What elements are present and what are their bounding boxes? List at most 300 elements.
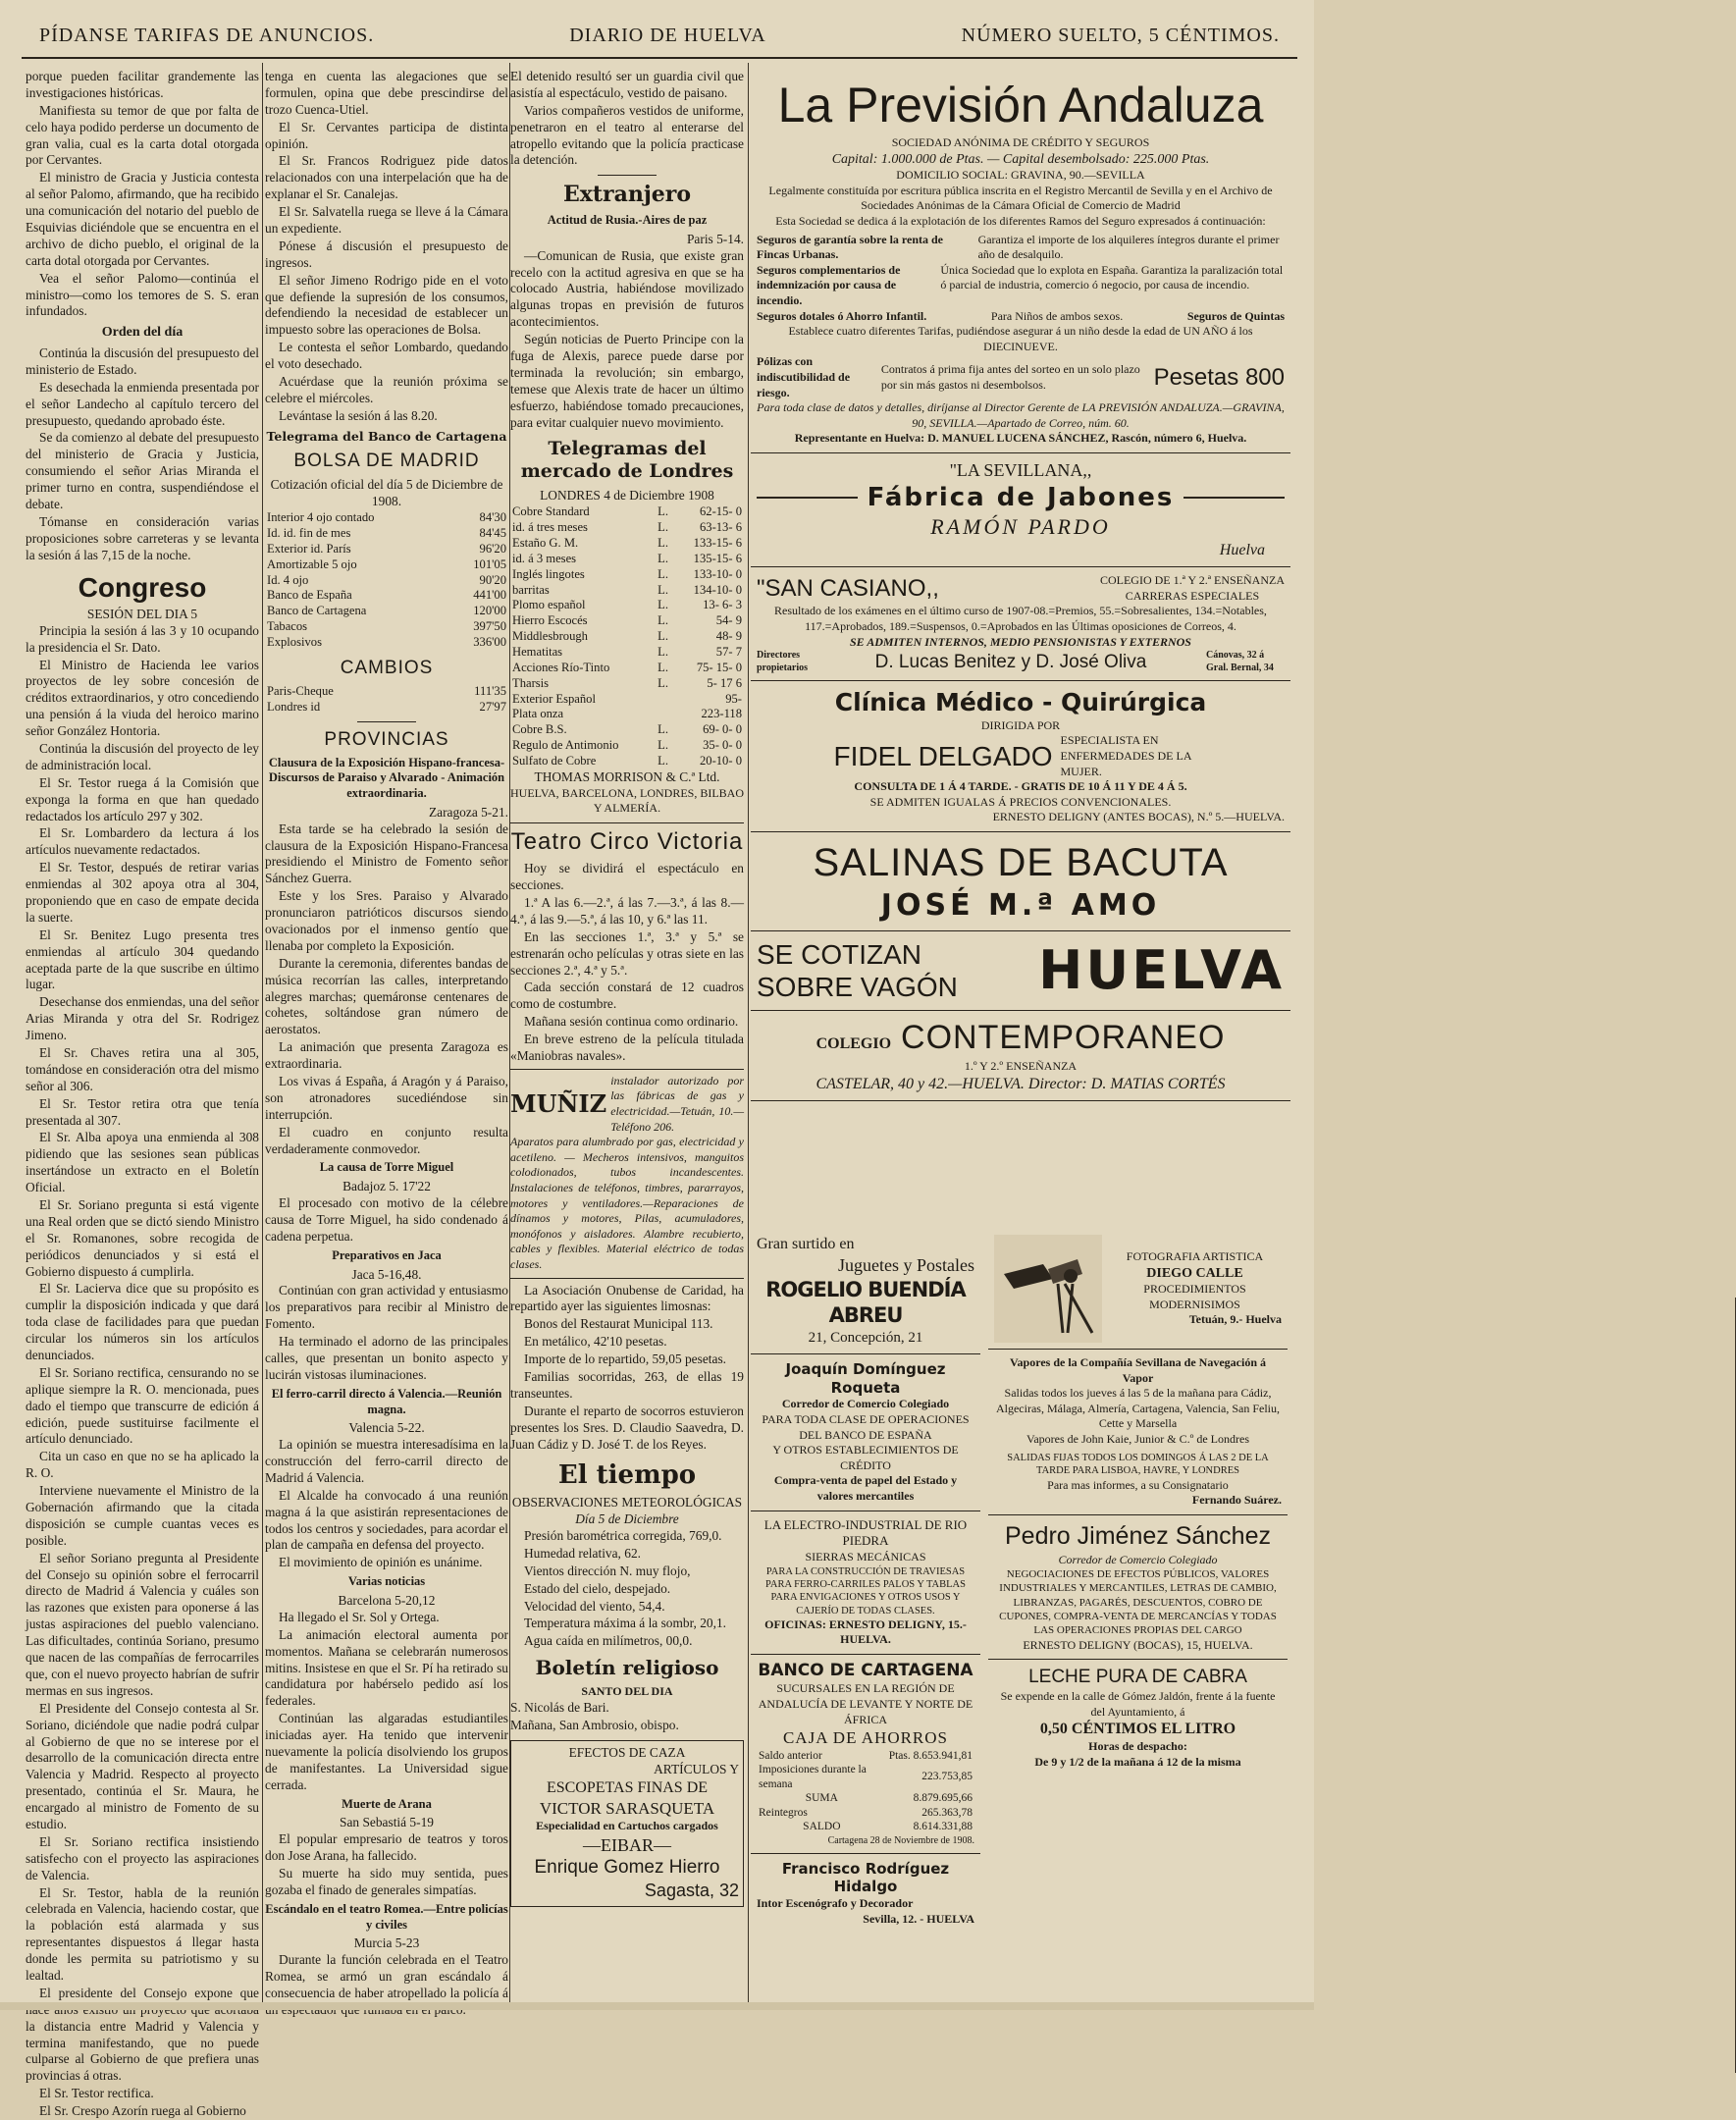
paragraph: porque pueden facilitar grandemente las investigaciones históricas. bbox=[26, 69, 259, 100]
casiano-title: "SAN CASIANO,, bbox=[757, 574, 939, 602]
paragraph: El movimiento de opinión es unánime. bbox=[279, 1555, 483, 1570]
fabrica-line bbox=[757, 482, 1285, 514]
caza-line: Enrique Gomez Hierro bbox=[534, 1857, 720, 1879]
table-row bbox=[757, 1749, 974, 1763]
piedra-title: LA ELECTRO-INDUSTRIAL DE RIO PIEDRA bbox=[763, 1516, 968, 1549]
dateline: Jaca 5-16,48. bbox=[351, 1266, 422, 1282]
column-2 bbox=[265, 69, 508, 2002]
congreso-heading: Congreso bbox=[78, 571, 207, 603]
table-cell: 101'05 bbox=[473, 556, 506, 571]
insurance-row bbox=[757, 263, 1285, 309]
weather-line: Agua caída en milímetros, 00,0. bbox=[524, 1633, 693, 1649]
divider bbox=[357, 721, 416, 722]
table-cell: L. bbox=[658, 629, 669, 644]
paragraph: 1.ª A las 6.—2.ª, á las 7.—3.ª, á las 8.—4.ª, á las 9.—5.ª, á las 10, y 6.ª las 11. bbox=[510, 894, 744, 927]
table-cell: Plomo español bbox=[512, 598, 586, 612]
insurance-name: Seguros de Quintas bbox=[1186, 308, 1285, 323]
pardo-city: Huelva bbox=[1219, 542, 1265, 559]
roqueta-ad bbox=[751, 1354, 980, 1511]
paragraph: Se da comienzo al debate del presupuesto del ministerio de Gracia y Justicia, consumiendo el señor Arias Miranda el primer turno en contra, suspendiéndose el debate. bbox=[26, 430, 259, 511]
table-row bbox=[510, 661, 744, 676]
insurance-desc: Establece cuatro diferentes Tarifas, pudiéndose asegurar á un niño desde la edad de UN AÑO á los DIECINUEVE. bbox=[788, 324, 1253, 353]
cartagena-caja: CAJA DE AHORROS bbox=[782, 1728, 949, 1748]
table-cell: Tabacos bbox=[267, 619, 308, 634]
dateline: LONDRES 4 de Diciembre 1908 bbox=[540, 488, 714, 504]
table-cell: 62-15- 0 bbox=[699, 504, 742, 519]
paras-top bbox=[26, 69, 259, 320]
paragraph: El presidente del Consejo expone que la distancia entre Madrid y Valencia y termina manifestando, que no puede culparse al Gobierno de que prefiera unas provincias á otras. bbox=[26, 1985, 259, 2084]
table-cell: L. bbox=[658, 645, 669, 659]
table-cell: Sulfato de Cobre bbox=[512, 754, 597, 768]
paragraph: Bonos del Restaurat Municipal 113. bbox=[524, 1316, 713, 1332]
paragraph: Durante el reparto de socorros estuvieron presentes los Sres. D. Claudio Saavedra, D. Juan Cádiz y D. José T. de los Reyes. bbox=[510, 1403, 744, 1452]
paragraph: Desechanse dos enmiendas, una del señor Arias Miranda y otra del Sr. Rodrigez Jimeno. bbox=[26, 994, 259, 1043]
table-row bbox=[757, 1806, 974, 1820]
paragraph: El señor Jimeno Rodrigo pide en el voto que defiende la supresión de los consumos, defendiendo la necesidad de establecer un impuesto sobre las operaciones de Bolsa. bbox=[265, 272, 508, 338]
weather-line: Estado del cielo, despejado. bbox=[524, 1580, 671, 1596]
paragraph: La Asociación Onubense de Caridad, ha repartido ayer las siguientes limosnas: bbox=[510, 1282, 744, 1314]
paragraph: Los vivas á España, á Aragón y á Paraiso, son atronadores sucediéndose sin interrupción. bbox=[265, 1074, 508, 1122]
table-cell bbox=[656, 707, 675, 722]
cartagena-branches: SUCURSALES EN LA REGIÓN DE ANDALUCÍA DE LEVANTE Y NORTE DE ÁFRICA bbox=[758, 1681, 973, 1726]
caza-line: EFECTOS DE CAZA bbox=[568, 1744, 686, 1760]
tiempo-heading: El tiempo bbox=[557, 1459, 697, 1490]
table-cell: Ptas. 8.653.941,81 bbox=[888, 1749, 973, 1762]
table-cell: Explosivos bbox=[267, 635, 322, 650]
paragraph: En breve estreno de la película titulada «Maniobras navales». bbox=[510, 1032, 744, 1063]
cambios-heading: CAMBIOS bbox=[340, 657, 434, 678]
pjs-body: NEGOCIACIONES DE EFECTOS PÚBLICOS, VALORES INDUSTRIALES Y MERCANTILES, LETRAS DE CAMBIO, LIBRANZAS, PAGARÉS, DESCUENTOS, COBRO DE CUPONES, COMPRA-VENTA DE MERCANCÍAS Y TODAS LAS OPERACIONES PROPIAS DEL CARGO bbox=[999, 1568, 1277, 1637]
masthead-center: DIARIO DE HUELVA bbox=[569, 24, 766, 46]
paragraph: El Sr. Soriano pregunta si está vigente una Real orden que se dictó siendo Ministro el Sr. Romanones, sobre recogida de periódicos denunciados y si está el Gobierno dispuesto á cumplirla. bbox=[26, 1197, 259, 1279]
paragraph: Vea el señor Palomo—continúa el ministro—como los temores de S. S. eran infundados. bbox=[26, 270, 259, 319]
pjs-ad bbox=[988, 1515, 1288, 1660]
table-cell: 336'00 bbox=[473, 635, 506, 650]
paragraph: Durante la ceremonia, diferentes bandas de música recorrían las calles, interpretando alegres marchas; quemáronse centenares de cohetes, soltándose gran número de aerostatos. bbox=[265, 955, 508, 1037]
cartagena-title: BANCO DE CARTAGENA bbox=[758, 1661, 973, 1680]
masthead-left: PÍDANSE TARIFAS DE ANUNCIOS. bbox=[39, 24, 375, 46]
contemporaneo-ad bbox=[751, 1011, 1290, 1101]
table-cell: L. bbox=[658, 504, 669, 519]
table-row bbox=[510, 567, 744, 583]
table-cell: 63-13- 6 bbox=[699, 520, 742, 535]
buendia-line: Juguetes y Postales bbox=[838, 1255, 974, 1276]
paragraph: Continúan con gran actividad y entusiasmo los preparativos para recibir al Ministro de Fomento. bbox=[265, 1283, 508, 1332]
sevillana-ad bbox=[751, 453, 1290, 567]
paragraph: El Sr. Testor, habla de la reunión celebrada en Valencia, haciendo costar, que la población está alarmada y sus representantes dispuestos á llegar hasta donde les permita su patriotismo y su lealtad. bbox=[26, 1884, 259, 1983]
hidalgo-sub: Intor Escenógrafo y Decorador bbox=[757, 1896, 914, 1911]
prevision-capital: Capital: 1.000.000 de Ptas. — Capital desembolsado: 225.000 Ptas. bbox=[831, 151, 1210, 167]
casiano-dir-names: D. Lucas Benitez y D. José Oliva bbox=[874, 651, 1147, 672]
paragraph: Familias socorridas, 263, de ellas 19 transeuntes. bbox=[510, 1369, 744, 1401]
table-cell: 84'30 bbox=[479, 510, 506, 525]
paragraph: tenga en cuenta las alegaciones que se formulen, opina que debe prescindirse del trozo Cuenca-Utiel. bbox=[265, 69, 508, 117]
pjs-address: ERNESTO DELIGNY (BOCAS), 15, HUELVA. bbox=[1023, 1637, 1253, 1652]
paragraph: El Ministro de Hacienda lee varios proyectos de ley sobre concesión de créditos extraordinarios, y otro concediendo una pensión á la viuda del heroico marino señor González Hontoria. bbox=[26, 657, 259, 739]
hidalgo-address: Sevilla, 12. - HUELVA bbox=[863, 1911, 974, 1926]
contemporaneo-sub: 1.º Y 2.º ENSEÑANZA bbox=[964, 1059, 1078, 1074]
paragraph: Esta tarde se ha celebrado la sesión de clausura de la Exposición Hispano-Francesa presidiendo el Ministro de Fomento señor Sánchez Guerra. bbox=[265, 821, 508, 886]
casiano-carreras: CARRERAS ESPECIALES bbox=[1125, 588, 1260, 603]
table-cell: 90'20 bbox=[479, 572, 506, 587]
caza-line: ARTÍCULOS Y bbox=[654, 1761, 739, 1776]
telegrama-heading: Telegrama del Banco de Cartagena bbox=[266, 428, 507, 444]
paragraph: El Sr. Salvatella ruega se lleve á la Cámara un expediente. bbox=[265, 204, 508, 237]
caza-line: VICTOR SARASQUETA bbox=[539, 1798, 715, 1818]
table-row bbox=[510, 536, 744, 552]
insurance-desc: Única Sociedad que lo explota en España. Garantiza la paralización total ó parcial de industria, comercio ó negocio, por causa de incendio. bbox=[940, 262, 1284, 292]
table-cell: L. bbox=[658, 551, 669, 565]
vapores-body: Salidas todos los jueves á las 5 de la mañana para Cádiz, Algeciras, Málaga, Almería, Cartagena, Valencia, San Feliu, Cette y Marsella bbox=[995, 1386, 1280, 1431]
paragraph: Acuérdase que la reunión próxima se celebre el miércoles. bbox=[265, 374, 508, 405]
prevision-representative: Representante en Huelva: D. MANUEL LUCENA SÁNCHEZ, Rascón, número 6, Huelva. bbox=[794, 431, 1247, 446]
table-cell: L. bbox=[658, 613, 669, 628]
section-heading: Orden del día bbox=[101, 325, 184, 341]
column-1 bbox=[26, 69, 259, 2119]
piedra-body: PARA LA CONSTRUCCIÓN DE TRAVIESAS PARA FERRO-CARRILES PALOS Y TABLAS PARA ENVIGACIONES Y OTROS USOS Y CAJERÍO DE TODAS CLASES. bbox=[765, 1565, 966, 1616]
table-cell: L. bbox=[658, 754, 669, 768]
table-cell: 35- 0- 0 bbox=[703, 738, 742, 753]
table-row bbox=[510, 707, 744, 722]
table-row bbox=[510, 598, 744, 613]
buendia-line: Gran surtido en bbox=[757, 1236, 855, 1252]
dateline: Paris 5-14. bbox=[686, 231, 744, 246]
table-cell: L. bbox=[658, 566, 669, 581]
cotizan-text bbox=[757, 938, 958, 1004]
table-cell: Reintegros bbox=[759, 1806, 808, 1819]
table-cell: 5- 17 6 bbox=[707, 675, 742, 690]
clinica-address: ERNESTO DELIGNY (ANTES BOCAS), N.º 5.—HUELVA. bbox=[992, 810, 1285, 824]
insurance-price: Pesetas 800 bbox=[1153, 364, 1285, 392]
table-cell: 441'00 bbox=[473, 588, 506, 603]
paragraph: Este y los Sres. Paraiso y Alvarado pronunciaron patrióticos discursos siendo ovacionados por el inmenso gentío que llenaba por completo la Exposición. bbox=[265, 888, 508, 953]
paragraph: La animación que presenta Zaragoza es extraordinaria. bbox=[265, 1039, 508, 1072]
paragraph: El Sr. Francos Rodriguez pide datos relacionados con una interpelación que ha de explanar el Sr. Canalejas. bbox=[265, 153, 508, 202]
table-cell: 8.614.331,88 bbox=[913, 1821, 973, 1833]
table-cell: 13- 6- 3 bbox=[703, 598, 742, 612]
table-cell: Saldo anterior bbox=[759, 1749, 822, 1762]
dateline: Badajoz 5. 17'22 bbox=[342, 1179, 431, 1194]
bolsa-heading: BOLSA DE MADRID bbox=[293, 450, 480, 472]
news-headline: La causa de Torre Miguel bbox=[319, 1160, 454, 1175]
paragraph: El popular empresario de teatros y toros don Jose Arana, ha fallecido. bbox=[265, 1831, 508, 1864]
table-cell: Paris-Cheque bbox=[267, 683, 334, 698]
table-cell: Interior 4 ojo contado bbox=[267, 510, 375, 525]
roqueta-line: PARA TODA CLASE DE OPERACIONES DEL BANCO DE ESPAÑA bbox=[762, 1412, 970, 1442]
casiano-ad bbox=[751, 567, 1290, 681]
table-cell: Acciones Río-Tinto bbox=[512, 660, 610, 674]
caza-line: Especialidad en Cartuchos cargados bbox=[536, 1819, 718, 1833]
table-row bbox=[265, 573, 508, 589]
table-cell: Inglés lingotes bbox=[512, 566, 585, 581]
table-cell: Id. id. fin de mes bbox=[267, 526, 351, 541]
news-headline: Actitud de Rusia.-Aires de paz bbox=[547, 213, 708, 228]
table-row bbox=[265, 542, 508, 557]
table-cell: 48- 9 bbox=[715, 629, 742, 644]
news-headline: Varias noticias bbox=[347, 1574, 426, 1589]
roqueta-sub: Corredor de Comercio Colegiado bbox=[781, 1397, 950, 1411]
dateline: Barcelona 5-20,12 bbox=[338, 1593, 436, 1609]
bolsa-subheading: Cotización oficial del día 5 de Diciembre de 1908. bbox=[270, 477, 503, 509]
ads-lower-left bbox=[751, 1229, 980, 1933]
vapores-title: Vapores de la Compañía Sevillana de Navegación á Vapor bbox=[1009, 1355, 1267, 1385]
paragraph: En metálico, 42'10 pesetas. bbox=[524, 1334, 667, 1350]
pjs-sub: Corredor de Comercio Colegiado bbox=[1058, 1552, 1218, 1566]
paragraph: Pónese á discusión el presupuesto de ingresos. bbox=[265, 238, 508, 270]
signature: THOMAS MORRISON & C.ª Ltd. bbox=[534, 768, 720, 784]
hidalgo-name: Francisco Rodríguez Hidalgo bbox=[781, 1859, 950, 1896]
leche-hours-label: Horas de despacho: bbox=[1088, 1739, 1187, 1754]
paragraph: Mañana sesión continua como ordinario. bbox=[524, 1014, 739, 1030]
table-cell: L. bbox=[658, 675, 669, 690]
boletin-line: Mañana, San Ambrosio, obispo. bbox=[510, 1717, 679, 1732]
table-cell: 223-118 bbox=[701, 707, 742, 721]
caza-line: —EIBAR— bbox=[583, 1834, 671, 1855]
paragraph: Manifiesta su temor de que por falta de celo haya podido perderse un documento de gran valia, cual es la carta dotal otorgada por Cervantes. bbox=[26, 102, 259, 168]
paragraph: El Sr. Testor, después de retirar varias enmiendas al 302 apoya otra al 304, proponiendo que en caso de empate decida la suerte. bbox=[26, 860, 259, 925]
insurance-row bbox=[757, 233, 1285, 263]
dateline: Valencia 5-22. bbox=[348, 1420, 425, 1436]
paragraph: Continúan las algaradas estudiantiles iniciadas ayer. Ha tenido que intervenir nuevamente la policía disolviendo los grupos de manifestantes. La Universidad sigue cerrada. bbox=[265, 1711, 508, 1792]
table-cell: 96'20 bbox=[479, 541, 506, 556]
dateline: Murcia 5-23 bbox=[353, 1935, 420, 1951]
paragraph: Hoy se dividirá el espectáculo en secciones. bbox=[510, 861, 744, 893]
cambios-table bbox=[265, 684, 508, 716]
paragraph: —Comunican de Rusia, que existe gran recelo con la actitud agresiva en que se ha colocado Austria, habiéndose movilizado algunas tropas en previsión de futuros acontecimientos. bbox=[510, 247, 744, 330]
weather-line: Presión barométrica corregida, 769,0. bbox=[524, 1528, 722, 1544]
cotizan-line: SE COTIZAN bbox=[757, 938, 922, 970]
table-cell: Hematitas bbox=[512, 645, 563, 659]
news-headline: Clausura de la Exposición Hispano-francesa-Discursos de Paraiso y Alvarado - Animación extraordinaria. bbox=[268, 755, 505, 800]
tiempo-subheading: OBSERVACIONES METEOROLÓGICAS bbox=[511, 1495, 743, 1510]
table-row bbox=[510, 629, 744, 645]
casiano-admit: SE ADMITEN INTERNOS, MEDIO PENSIONISTAS Y EXTERNOS bbox=[850, 634, 1191, 649]
paragraph: Levántase la sesión á las 8.20. bbox=[279, 407, 438, 423]
casiano-results: Resultado de los exámenes en el último curso de 1907-08.=Premios, 55.=Sobresalientes, 134.=Notables, 117.=Aprobados, 189.=Suspensos, 0.=Aprobados en las Últimas oposiciones de Correos, 4. bbox=[774, 604, 1267, 633]
paragraph: Ha terminado el adorno de las principales calles, que presentan un bonito aspecto y lucirán vistosas iluminaciones. bbox=[265, 1334, 508, 1382]
provincias-heading: PROVINCIAS bbox=[324, 728, 449, 750]
news-headline: Preparativos en Jaca bbox=[332, 1247, 442, 1262]
clinica-doctor bbox=[757, 733, 1285, 779]
casiano-colegio: COLEGIO DE 1.ª Y 2.ª ENSEÑANZA bbox=[1099, 573, 1285, 588]
casiano-dir-label: Directores propietarios bbox=[757, 650, 809, 673]
paragraph: El Sr. Cervantes participa de distinta opinión. bbox=[265, 119, 508, 151]
table-cell: L. bbox=[658, 660, 669, 674]
column-rule bbox=[262, 63, 263, 2002]
paragraph: El cuadro en conjunto resulta verdaderamente conmovedor. bbox=[265, 1124, 508, 1156]
fabrica-title: Fábrica de Jabones bbox=[867, 482, 1175, 512]
table-cell: Exterior id. París bbox=[267, 541, 351, 556]
table-row bbox=[265, 526, 508, 542]
table-cell: 397'50 bbox=[473, 619, 506, 634]
news-headline: El ferro-carril directo á Valencia.—Reunión magna. bbox=[271, 1386, 502, 1416]
casiano-directors bbox=[757, 650, 1285, 674]
paragraph: El Sr. Lombardero da lectura á los artículos nuevamente redactados. bbox=[26, 825, 259, 858]
paragraph: El procesado con motivo de la célebre causa de Torre Miguel, ha sido condenado á cadena perpetua. bbox=[265, 1195, 508, 1244]
insurance-row bbox=[757, 309, 1285, 325]
congreso-body bbox=[26, 623, 259, 2120]
paragraph: En las secciones 1.ª, 3.ª y 5.ª se estrenarán ocho películas y otras siete en las secciones 2.ª, 4.ª y 5.ª. bbox=[510, 928, 744, 978]
paragraph: El Sr. Soriano rectifica, censurando no se aplique siempre la R. O. mencionada, pues dado el tiempo que transcurre de edición á edición, puede sustituirse facilmente el artículo denunciado. bbox=[26, 1364, 259, 1447]
table-cell: Banco de España bbox=[267, 588, 352, 603]
table-row bbox=[265, 557, 508, 573]
cotizan-line: SOBRE VAGÓN bbox=[757, 972, 958, 1003]
prevision-subtitle: SOCIEDAD ANÓNIMA DE CRÉDITO Y SEGUROS bbox=[891, 135, 1150, 149]
table-cell: 135-15- 6 bbox=[693, 551, 742, 565]
clinica-name: FIDEL DELGADO bbox=[833, 741, 1053, 772]
table-cell: Tharsis bbox=[512, 675, 550, 690]
table-row bbox=[265, 604, 508, 619]
paragraph: Tómanse en consideración varias proposiciones sobre carreteras y se levanta la sesión á las 7,15 de la noche. bbox=[26, 513, 259, 562]
table-cell: L. bbox=[658, 520, 669, 535]
boletin-subheading: SANTO DEL DIA bbox=[581, 1684, 673, 1699]
paragraph: Es desechada la enmienda presentada por el señor Landecho al capítulo tercero del presupuesto, quedando aprobado éste. bbox=[26, 379, 259, 428]
table-cell: 111'35 bbox=[474, 683, 506, 698]
table-cell: 75- 15- 0 bbox=[696, 660, 742, 674]
paragraph: El Sr. Testor ruega á la Comisión que exponga la forma en que han quedado redactados los artículo 297 y 302. bbox=[26, 774, 259, 823]
table-row bbox=[510, 722, 744, 738]
table-row bbox=[265, 684, 508, 700]
leche-hours: De 9 y 1/2 de la mañana á 12 de la misma bbox=[1034, 1755, 1241, 1770]
leche-price: 0,50 CÉNTIMOS EL LITRO bbox=[1039, 1721, 1236, 1738]
insurance-desc: Contratos á prima fija antes del sorteo en un solo plazo por sin más gastos ni desembolsos. bbox=[880, 362, 1140, 392]
ornament-rule bbox=[1184, 497, 1285, 499]
pjs-name: Pedro Jiménez Sánchez bbox=[1005, 1522, 1271, 1551]
paragraph: Le contesta el señor Lombardo, quedando el voto desechado. bbox=[265, 340, 508, 372]
table-cell: Exterior Español bbox=[512, 691, 596, 706]
leche-ad bbox=[988, 1660, 1288, 1776]
table-row bbox=[510, 692, 744, 708]
extranjero-heading: Extranjero bbox=[562, 182, 692, 208]
table-row bbox=[265, 619, 508, 635]
table-cell: Londres id bbox=[267, 699, 321, 714]
table-row bbox=[510, 738, 744, 754]
divider bbox=[598, 175, 657, 176]
weather-line: Humedad relativa, 62. bbox=[524, 1545, 641, 1561]
dateline: San Sebastiá 5-19 bbox=[340, 1815, 434, 1830]
paragraph: La opinión se muestra interesadísima en la construcción del ferro-carril directo de Madrid á Valencia. bbox=[265, 1437, 508, 1485]
prevision-legal: Legalmente constituída por escritura pública inscrita en el Registro Mercantil de Sevilla y en el Archivo de Sociedades Anónimas de la Cámara Oficial de Comercio de Madrid bbox=[768, 183, 1273, 213]
clinica-hours: CONSULTA DE 1 Á 4 TARDE. - GRATIS DE 10 Á 11 Y DE 4 Á 5. bbox=[854, 779, 1187, 794]
tiempo-date: Día 5 de Diciembre bbox=[575, 1511, 679, 1527]
insurance-name: Seguros dotales ó Ahorro Infantil. bbox=[757, 308, 927, 323]
table-cell: Amortizable 5 ojo bbox=[267, 556, 357, 571]
salinas-owner: JOSÉ M.ª AMO bbox=[880, 888, 1161, 924]
weather-line: Vientos dirección N. muy flojo, bbox=[524, 1563, 691, 1578]
table-cell: id. á 3 meses bbox=[512, 551, 577, 565]
table-row bbox=[265, 635, 508, 651]
news-headline: Muerte de Arana bbox=[342, 1796, 432, 1811]
table-cell: Id. 4 ojo bbox=[267, 572, 309, 587]
table-cell: Plata onza bbox=[512, 707, 564, 721]
foto-address: Tetuán, 9.- Huelva bbox=[1188, 1312, 1282, 1327]
table-cell: 134-10- 0 bbox=[693, 582, 742, 597]
paragraph: El Sr. Testor retira otra que tenía presentada al 307. bbox=[26, 1095, 259, 1128]
vapores-fijas: SALIDAS FIJAS TODOS LOS DOMINGOS Á LAS 2 DE LA TARDE PARA LISBOA, HAVRE, Y LONDRES bbox=[1007, 1452, 1269, 1477]
table-row bbox=[510, 676, 744, 692]
table-row bbox=[510, 520, 744, 536]
salinas-title: SALINAS DE BACUTA bbox=[813, 841, 1229, 885]
table-cell: L. bbox=[658, 535, 669, 550]
prevision-info: Para toda clase de datos y detalles, diríjanse al Director Gerente de LA PREVISIÓN ANDALUZA.—GRAVINA, 90, SEVILLA.—Apartado de Correo, núm. 60. bbox=[757, 400, 1285, 430]
table-cell: Imposiciones durante la semana bbox=[759, 1764, 867, 1790]
table-cell: L. bbox=[658, 738, 669, 753]
foto-ad bbox=[988, 1229, 1288, 1350]
cartagena-ad bbox=[751, 1655, 980, 1854]
ornament-rule bbox=[757, 497, 858, 499]
table-cell: barritas bbox=[512, 582, 550, 597]
table-row bbox=[265, 700, 508, 716]
table-row bbox=[757, 1763, 974, 1791]
leche-body: Se expende en la calle de Gómez Jaldón, frente á la fuente del Ayuntamiento, á bbox=[1000, 1689, 1276, 1719]
weather-line: Velocidad del viento, 54,4. bbox=[524, 1598, 665, 1614]
paragraph: El Presidente del Consejo contesta al Sr. Soriano, diciéndole que nadie podrá culpar al Gobierno de que no se interese por el desarrollo de la comunicación directa entre Valencia y Madrid. Respecto al proyecto presentado, continúa el Sr. Maura, he encargado al ministro de Fomento de su estudio. bbox=[26, 1700, 259, 1831]
roqueta-name: Joaquín Domínguez Roqueta bbox=[785, 1359, 946, 1397]
contemporaneo-header bbox=[757, 1017, 1285, 1059]
vapores-ad bbox=[988, 1350, 1288, 1515]
table-cell: Middlesbrough bbox=[512, 629, 588, 644]
ads-column bbox=[751, 69, 1290, 2002]
paragraph: Importe de lo repartido, 59,05 pesetas. bbox=[524, 1352, 727, 1367]
contemporaneo-pre: COLEGIO bbox=[815, 1035, 892, 1053]
boletin-line: S. Nicolás de Bari. bbox=[510, 1700, 609, 1716]
table-row bbox=[757, 1791, 974, 1805]
insurance-name: Seguros de garantía sobre la renta de Fincas Urbanas. bbox=[757, 232, 944, 262]
dateline: Zaragoza 5-21. bbox=[428, 804, 508, 820]
paragraph: Cita un caso en que no se ha aplicado la R. O. bbox=[26, 1449, 259, 1481]
muniz-tagline: instalador autorizado por las fábricas de gas y electricidad.—Tetuán, 10.—Teléfono 206. bbox=[610, 1073, 744, 1134]
paragraph: Ha llegado el Sr. Sol y Ortega. bbox=[279, 1609, 440, 1624]
table-cell: Cobre Standard bbox=[512, 504, 590, 519]
table-cell: SUMA bbox=[805, 1792, 838, 1805]
buendia-ad bbox=[751, 1229, 980, 1354]
news-headline: Escándalo en el teatro Romea.—Entre policías y civiles bbox=[265, 1901, 508, 1932]
table-cell: Regulo de Antimonio bbox=[512, 738, 619, 753]
paragraph: Varios compañeros vestidos de uniforme, penetraron en el teatro al enterarse del atropello evitando que la policía practicase la detención. bbox=[510, 102, 744, 168]
paragraph: El ministro de Gracia y Justicia contesta al señor Palomo, afirmando, que ha recibido una comunicación del notario del pueblo de Esquivias diciéndole que se encuentra en el archivo de dicho pueblo, el original de la carta dotal otorgada por Cervantes. bbox=[26, 170, 259, 268]
table-cell: 20-10- 0 bbox=[699, 754, 742, 768]
paragraph: Continúa la discusión del presupuesto del ministerio de Estado. bbox=[26, 344, 259, 377]
clinica-title: Clínica Médico - Quirúrgica bbox=[834, 688, 1207, 717]
table-row bbox=[510, 552, 744, 567]
caza-line: Sagasta, 32 bbox=[644, 1881, 739, 1901]
table-cell: 54- 9 bbox=[715, 613, 742, 628]
piedra-address: OFICINAS: ERNESTO DELIGNY, 15.-HUELVA. bbox=[764, 1616, 967, 1647]
table-cell: 57- 7 bbox=[715, 645, 742, 659]
casiano-address: Cánovas, 32 á Gral. Bernal, 34 bbox=[1205, 650, 1274, 673]
masthead-right: NÚMERO SUELTO, 5 CÉNTIMOS. bbox=[961, 24, 1280, 46]
hidalgo-ad bbox=[751, 1854, 980, 1934]
paragraph: Su muerte ha sido muy sentida, pues gozaba el finado de generales simpatías. bbox=[265, 1866, 508, 1898]
paragraph: Según noticias de Puerto Principe con la fuga de Alexis, parece puede darse por terminada la revolución; sin embargo, temese que Alexis trate de hacer un último esfuerzo, habiéndose tomado precauciones, para evitar cualquier nuevo movimiento. bbox=[510, 332, 744, 430]
clinica-igualas: SE ADMITEN IGUALAS Á PRECIOS CONVENCIONALES. bbox=[869, 794, 1172, 809]
masthead bbox=[22, 14, 1297, 59]
table-cell bbox=[656, 692, 675, 708]
table-cell: 120'00 bbox=[473, 604, 506, 618]
cotizan-city: HUELVA bbox=[1038, 939, 1285, 1002]
casiano-school bbox=[1100, 573, 1285, 604]
prevision-domicile: DOMICILIO SOCIAL: GRAVINA, 90.—SEVILLA bbox=[896, 168, 1145, 183]
paragraph: El Sr. Crespo Azorín ruega al Gobierno bbox=[39, 2103, 246, 2119]
table-row bbox=[265, 510, 508, 526]
table-cell: L. bbox=[658, 598, 669, 612]
prevision-dedication: Esta Sociedad se dedica á la explotación de los diferentes Ramos del Seguro expresados á continuación: bbox=[775, 214, 1266, 228]
insurance-note: Para Niños de ambos sexos. bbox=[990, 308, 1124, 323]
column-3 bbox=[510, 69, 744, 2002]
page-bottom-edge bbox=[0, 2002, 1314, 2010]
piedra-sub: SIERRAS MECÁNICAS bbox=[805, 1550, 926, 1564]
insurance-desc: Garantiza el importe de los alquileres íntegros durante el primer año de desalquilo. bbox=[977, 232, 1280, 262]
